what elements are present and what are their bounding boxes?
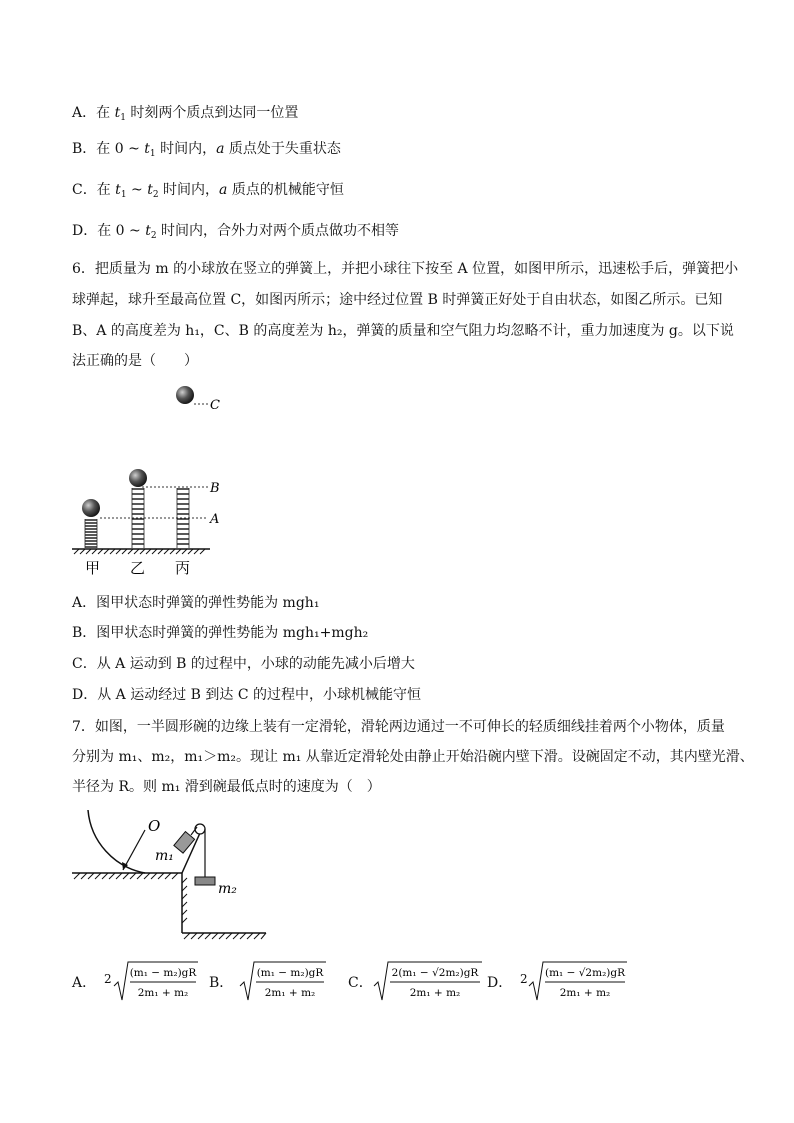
q7-b-num: (m₁ − m₂)gR: [256, 967, 324, 979]
q5-d-suffix: 时间内，合外力对两个质点做功不相等: [156, 223, 400, 239]
label-bing: 丙: [175, 559, 191, 577]
q7-stem-line1: 7．如图，一半圆形碗的边缘上装有一定滑轮，滑轮两边通过一不可伸长的轻质细线挂着两个小物体，质量: [72, 719, 725, 735]
pulley-icon: [195, 824, 205, 834]
q6-option-a: A．图甲状态时弹簧的弹性势能为 mgh₁: [72, 595, 320, 611]
spring-bing: [177, 488, 189, 548]
q6-option-b: B．图甲状态时弹簧的弹性势能为 mgh₁+mgh₂: [72, 625, 369, 641]
q5-d-sub: 2: [150, 231, 157, 241]
q5-c-mid: 时间内，: [158, 182, 220, 198]
q5-d-prefix: D．在 0 ~: [72, 223, 146, 239]
label-jia: 甲: [85, 559, 101, 577]
q5-option-d: [72, 221, 399, 246]
bowl-arc: [88, 810, 145, 873]
q5-c-tilde: ~: [126, 182, 148, 198]
q6-stem-line3: B、A 的高度差为 h₁，C、B 的高度差为 h₂，弹簧的质量和空气阻力均忽略不计，重力加速度为 g。以下说: [72, 323, 734, 339]
q5-b-mid: 时间内，: [155, 141, 217, 157]
q5-c-sub2: 2: [152, 190, 159, 200]
lower-hatch: [184, 933, 266, 939]
q6-stem-line1: 6．把质量为 m 的小球放在竖立的弹簧上，并把小球往下按至 A 位置，如图甲所示，迅速松手后，弹簧把小: [72, 261, 739, 277]
q5-c-t1: t: [115, 182, 121, 198]
q7-c-num: 2(m₁ − √2m₂)gR: [391, 967, 479, 979]
q7-d-coef: 2: [520, 972, 528, 986]
q7-b-label: B．: [209, 975, 234, 991]
q5-b-a: a: [216, 141, 225, 157]
spring-figure: [60, 380, 260, 580]
q7-a-coef: 2: [104, 972, 112, 986]
ball-yi: [129, 469, 147, 487]
q6-stem-line4: 法正确的是（ ）: [72, 353, 198, 369]
q5-option-b: [72, 139, 341, 164]
q7-a-num: (m₁ − m₂)gR: [129, 967, 197, 979]
ball-c: [176, 386, 194, 404]
q5-option-a: [72, 103, 298, 128]
ball-jia: [82, 499, 100, 517]
label-b: B: [210, 481, 220, 496]
label-c: C: [210, 398, 220, 413]
q5-c-suffix: 质点的机械能守恒: [227, 182, 344, 198]
q7-d-num: (m₁ − √2m₂)gR: [545, 967, 625, 979]
q7-a-radical: [112, 958, 200, 1004]
q6-option-d: D．从 A 运动经过 B 到达 C 的过程中，小球机械能守恒: [72, 687, 422, 703]
q5-c-sub1: 1: [120, 190, 127, 200]
label-m2: m₂: [218, 881, 237, 897]
q5-c-prefix: C．在: [72, 182, 116, 198]
label-yi: 乙: [130, 559, 146, 577]
q7-b-den: 2m₁ + m₂: [264, 987, 316, 999]
q5-b-suffix: 质点处于失重状态: [224, 141, 341, 157]
q5-a-prefix: A．在: [72, 105, 115, 121]
q7-a-den: 2m₁ + m₂: [137, 987, 189, 999]
upper-hatch: [74, 873, 178, 879]
label-a: A: [210, 512, 220, 527]
q6-option-c: C．从 A 运动到 B 的过程中，小球的动能先减小后增大: [72, 656, 415, 672]
q7-c-radical: [372, 958, 484, 1004]
q5-a-t: t: [114, 105, 121, 121]
q7-d-den: 2m₁ + m₂: [559, 987, 611, 999]
q5-a-suffix: 时刻两个质点到达同一位置: [125, 105, 299, 121]
q5-c-a: a: [219, 182, 228, 198]
bowl-figure: [60, 805, 280, 945]
q6-stem-line2: 球弹起，球升至最高位置 C，如图丙所示；途中经过位置 B 时弹簧正好处于自由状态，如图乙所示。已知: [72, 292, 723, 308]
q5-b-sub: 1: [149, 149, 156, 159]
o-pointer: [123, 830, 145, 870]
q7-stem-line2: 分别为 m₁、m₂，m₁＞m₂。现让 m₁ 从靠近定滑轮处由静止开始沿碗内壁下滑。设碗固定不动，其内壁光滑、: [72, 749, 754, 765]
q7-stem-line3: 半径为 R。则 m₁ 滑到碗最低点时的速度为（ ）: [72, 779, 381, 795]
q5-d-t: t: [145, 223, 151, 239]
q5-option-c: [72, 180, 344, 205]
spring-jia: [85, 519, 97, 548]
q7-d-label: D．: [487, 975, 513, 991]
q7-b-radical: [238, 958, 330, 1004]
q7-a-label: A．: [72, 975, 97, 991]
q5-b-prefix: B．在 0 ~: [72, 141, 145, 157]
q7-c-den: 2m₁ + m₂: [409, 987, 461, 999]
q7-c-label: C．: [348, 975, 373, 991]
q5-b-t: t: [144, 141, 150, 157]
q7-d-radical: [527, 958, 629, 1004]
label-o: O: [148, 817, 161, 835]
q5-c-t2: t: [147, 182, 153, 198]
label-m1: m₁: [155, 848, 174, 864]
q5-a-sub: 1: [120, 113, 126, 123]
block-m2: [195, 877, 215, 885]
